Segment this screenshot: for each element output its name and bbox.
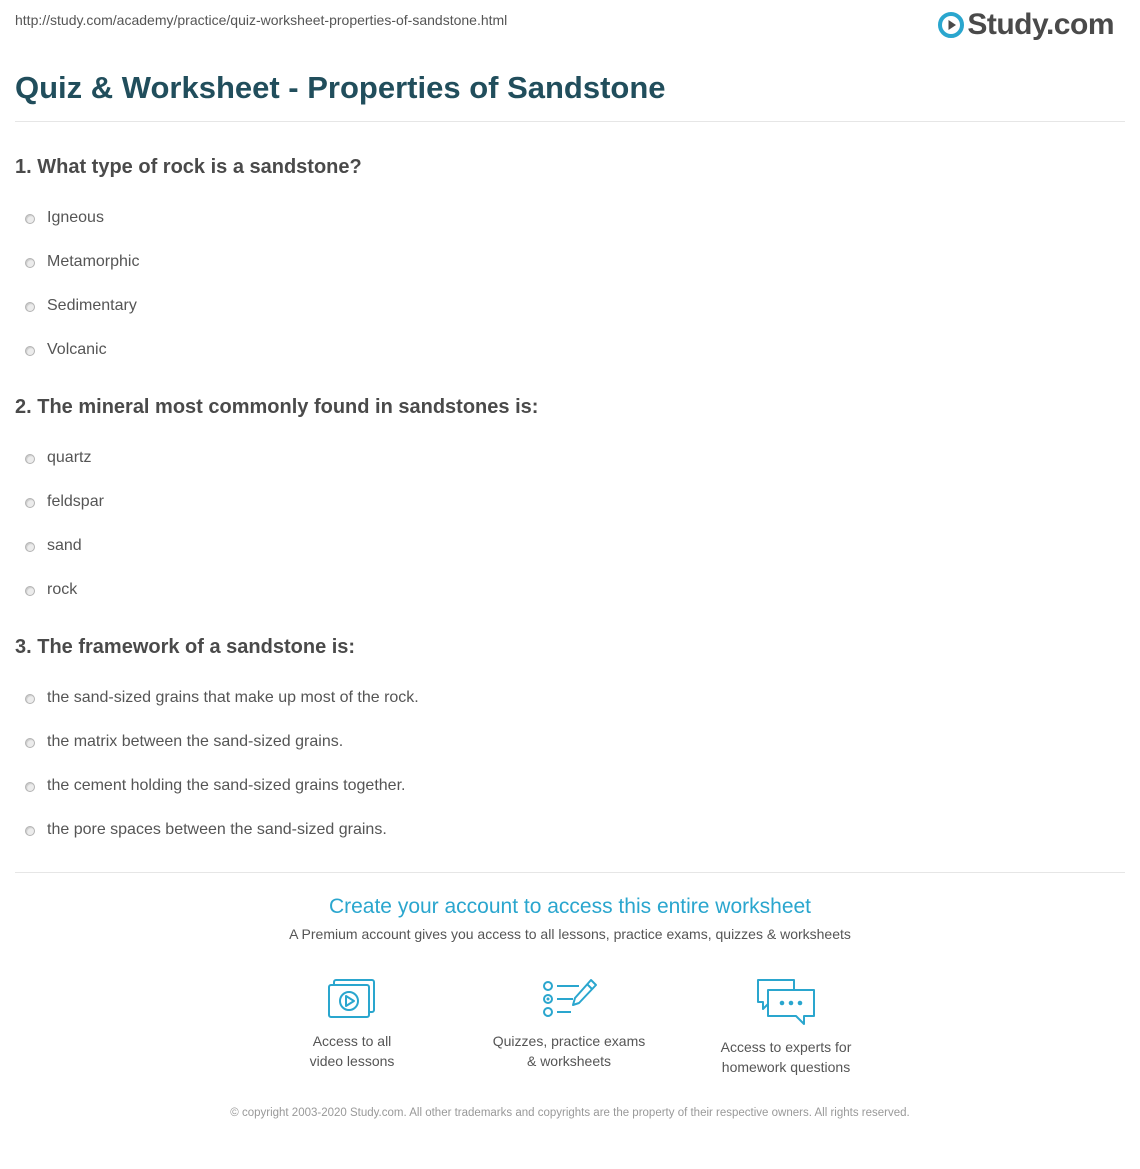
- question-3: [15, 635, 1125, 858]
- answer-option[interactable]: [15, 726, 1125, 770]
- answer-label: Sedimentary: [47, 297, 137, 314]
- answer-label: the cement holding the sand-sized grains together.: [47, 777, 406, 794]
- question-heading: 1. What type of rock is a sandstone?: [15, 156, 362, 178]
- answer-label: quartz: [47, 449, 92, 466]
- question-heading: 2. The mineral most commonly found in sandstones is:: [15, 396, 539, 418]
- answer-label: sand: [47, 537, 82, 554]
- answer-label: the matrix between the sand-sized grains.: [47, 733, 344, 750]
- radio-button[interactable]: [25, 826, 35, 836]
- promo-subtitle: A Premium account gives you access to all lessons, practice exams, quizzes & worksheets: [289, 926, 851, 942]
- radio-button[interactable]: [25, 694, 35, 704]
- answer-option[interactable]: [15, 202, 1125, 246]
- answer-label: feldspar: [47, 493, 104, 510]
- answer-options: [15, 682, 1125, 858]
- answer-label: Igneous: [47, 209, 104, 226]
- create-account-link[interactable]: Create your account to access this entire worksheet: [328, 895, 812, 918]
- radio-button[interactable]: [25, 302, 35, 312]
- radio-button[interactable]: [25, 738, 35, 748]
- page-url: http://study.com/academy/practice/quiz-worksheet-properties-of-sandstone.html: [15, 12, 508, 28]
- answer-label: the pore spaces between the sand-sized grains.: [47, 821, 387, 838]
- radio-button[interactable]: [25, 214, 35, 224]
- radio-button[interactable]: [25, 542, 35, 552]
- quiz-checklist-icon: [539, 976, 599, 1022]
- divider: [15, 121, 1125, 122]
- answer-label: Metamorphic: [47, 253, 140, 270]
- answer-label: Volcanic: [47, 341, 107, 358]
- play-circle-icon: [938, 12, 964, 38]
- radio-button[interactable]: [25, 782, 35, 792]
- answer-option[interactable]: [15, 442, 1125, 486]
- question-2: [15, 395, 1125, 618]
- answer-options: [15, 202, 1125, 378]
- logo-text: Study.com: [967, 8, 1114, 41]
- divider: [15, 872, 1125, 873]
- feature-label: Quizzes, practice exams & worksheets: [492, 1033, 646, 1069]
- radio-button[interactable]: [25, 498, 35, 508]
- feature-video-lessons: [252, 976, 452, 1071]
- answer-option[interactable]: [15, 334, 1125, 378]
- question-heading: 3. The framework of a sandstone is:: [15, 636, 356, 658]
- radio-button[interactable]: [25, 586, 35, 596]
- copyright-notice: © copyright 2003-2020 Study.com. All other trademarks and copyrights are the property of their respective owners. All rights reserved.: [230, 1107, 910, 1119]
- radio-button[interactable]: [25, 258, 35, 268]
- feature-quizzes: [469, 976, 669, 1071]
- feature-label: Access to experts for homework questions: [720, 1039, 852, 1075]
- answer-option[interactable]: [15, 290, 1125, 334]
- question-1: [15, 155, 1125, 378]
- answer-option[interactable]: [15, 530, 1125, 574]
- answer-option[interactable]: [15, 574, 1125, 618]
- radio-button[interactable]: [25, 346, 35, 356]
- answer-label: rock: [47, 581, 78, 598]
- video-lessons-icon: [326, 976, 378, 1022]
- study-logo[interactable]: [938, 8, 1114, 42]
- page-title: Quiz & Worksheet - Properties of Sandstone: [15, 70, 666, 105]
- answer-option[interactable]: [15, 486, 1125, 530]
- feature-experts: [686, 976, 886, 1077]
- top-bar: [0, 0, 1140, 50]
- answer-option[interactable]: [15, 246, 1125, 290]
- answer-option[interactable]: [15, 682, 1125, 726]
- radio-button[interactable]: [25, 454, 35, 464]
- answer-options: [15, 442, 1125, 618]
- answer-label: the sand-sized grains that make up most of the rock.: [47, 689, 419, 706]
- feature-label: Access to all video lessons: [309, 1033, 395, 1069]
- answer-option[interactable]: [15, 814, 1125, 858]
- answer-option[interactable]: [15, 770, 1125, 814]
- chat-bubbles-icon: [754, 976, 818, 1028]
